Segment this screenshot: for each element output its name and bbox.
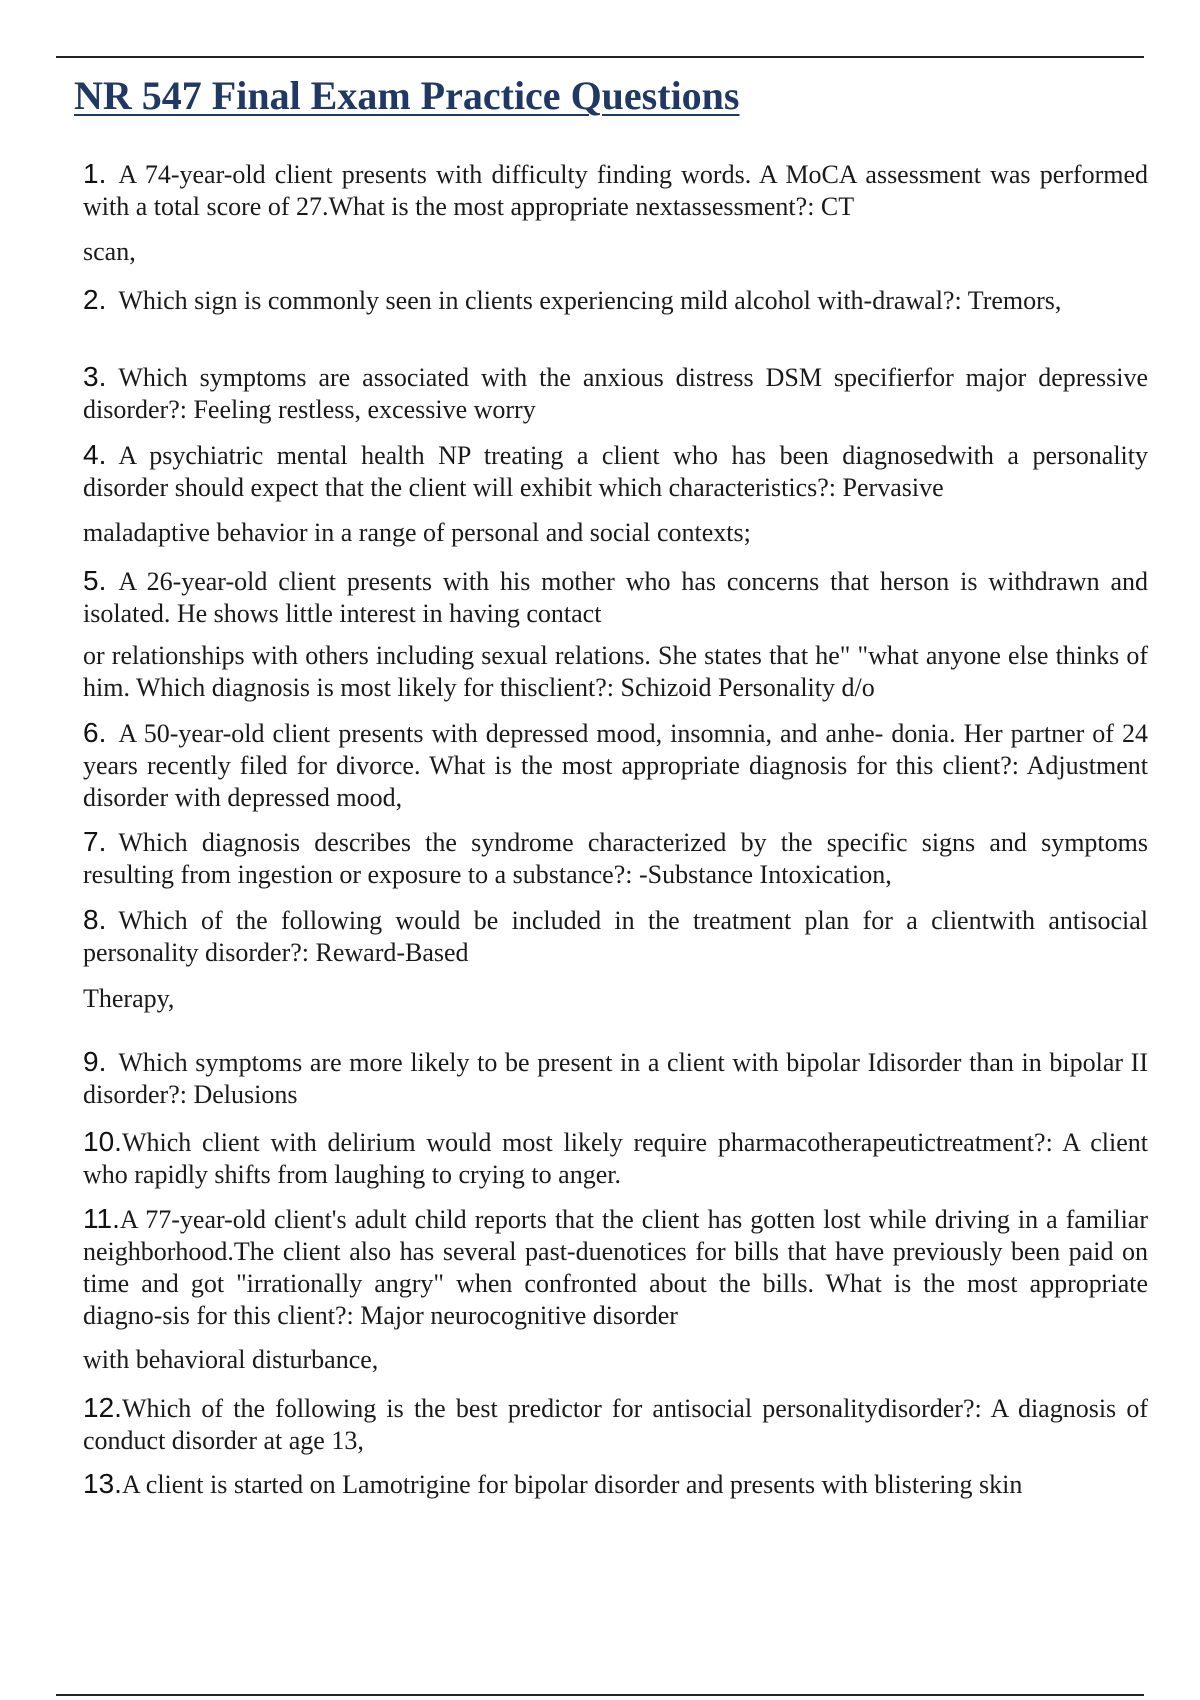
question-text: Which diagnosis describes the syndrome characterized by the specific signs and symptoms resulting from ingestion or exposure to a substance?: -Substance Intoxication, — [83, 828, 1148, 889]
question-7 — [83, 826, 1148, 891]
question-text: A 74-year-old client presents with difficulty finding words. A MoCA assessment was performed with a total score of 27.What is the most appropriate nextassessment?: CT — [83, 160, 1148, 221]
question-number: 4. — [83, 439, 107, 470]
question-number: 12. — [83, 1392, 122, 1423]
question-1-continuation: scan, — [83, 237, 136, 266]
question-6 — [83, 717, 1148, 814]
question-8 — [83, 904, 1148, 969]
question-5 — [83, 565, 1148, 630]
question-text: Which sign is commonly seen in clients experiencing mild alcohol with-drawal?: Tremors, — [118, 286, 1062, 315]
question-number: 13. — [83, 1468, 122, 1499]
question-12 — [83, 1392, 1148, 1457]
question-number: 5. — [83, 565, 107, 596]
question-3 — [83, 361, 1148, 426]
top-rule — [56, 56, 1144, 58]
question-13 — [83, 1468, 1148, 1501]
question-text: A 26-year-old client presents with his mother who has concerns that herson is withdrawn and isolated. He shows little interest in having contact — [83, 567, 1148, 628]
question-2 — [83, 284, 1148, 317]
question-number: 3. — [83, 361, 107, 392]
question-number: 2. — [83, 284, 107, 315]
question-5-continuation: or relationships with others including sexual relations. She states that he" "what anyone else thinks of him. Which diagnosis is most likely for thisclient?: Schizoid Personality d/o — [83, 641, 1148, 702]
question-number: 11. — [83, 1203, 120, 1234]
question-text: Which client with delirium would most likely require pharmacotherapeutictreatment?: A client who rapidly shifts from laughing to crying to anger. — [83, 1128, 1148, 1189]
question-text: Which of the following would be included in the treatment plan for a clientwith antisocial personality disorder?: Reward-Based — [83, 906, 1148, 967]
question-text: A psychiatric mental health NP treating a client who has been diagnosedwith a personality disorder should expect that the client will exhibit which characteristics?: Pervasive — [83, 441, 1148, 502]
question-number: 10. — [83, 1126, 122, 1157]
question-text: Which symptoms are more likely to be present in a client with bipolar Idisorder than in bipolar II disorder?: Delusions — [83, 1048, 1148, 1109]
question-4-continuation: maladaptive behavior in a range of personal and social contexts; — [83, 518, 751, 547]
question-9 — [83, 1046, 1148, 1111]
question-number: 6. — [83, 717, 107, 748]
question-number: 8. — [83, 904, 107, 935]
question-1 — [83, 158, 1148, 223]
question-number: 9. — [83, 1046, 107, 1077]
page-title: NR 547 Final Exam Practice Questions — [74, 73, 740, 118]
question-number: 7. — [83, 826, 107, 857]
bottom-rule — [56, 1694, 1144, 1696]
question-text: A client is started on Lamotrigine for bipolar disorder and presents with blistering skin — [121, 1470, 1023, 1499]
question-4 — [83, 439, 1148, 504]
question-text: Which symptoms are associated with the anxious distress DSM specifierfor major depressive disorder?: Feeling restless, excessive worry — [83, 363, 1148, 424]
question-text: A 50-year-old client presents with depressed mood, insomnia, and anhe- donia. Her partner of 24 years recently filed for divorce. What is the most appropriate diagnosis for this client?: Adjustment disorder with depressed mood, — [83, 719, 1148, 812]
question-text: Which of the following is the best predictor for antisocial personalitydisorder?: A diagnosis of conduct disorder at age 13, — [83, 1394, 1148, 1455]
question-text: A 77-year-old client's adult child reports that the client has gotten lost while driving in a familiar neighborhood.The client also has several past-duenotices for bills that have previously been paid on time and got "irrationally angry" when confronted about the bills. What is the most appropriate diagno-sis for this client?: Major neurocognitive disorder — [83, 1205, 1148, 1330]
question-number: 1. — [83, 158, 107, 189]
question-11 — [83, 1203, 1148, 1332]
question-11-continuation: with behavioral disturbance, — [83, 1345, 379, 1374]
question-8-continuation: Therapy, — [83, 984, 175, 1013]
question-10 — [83, 1126, 1148, 1191]
